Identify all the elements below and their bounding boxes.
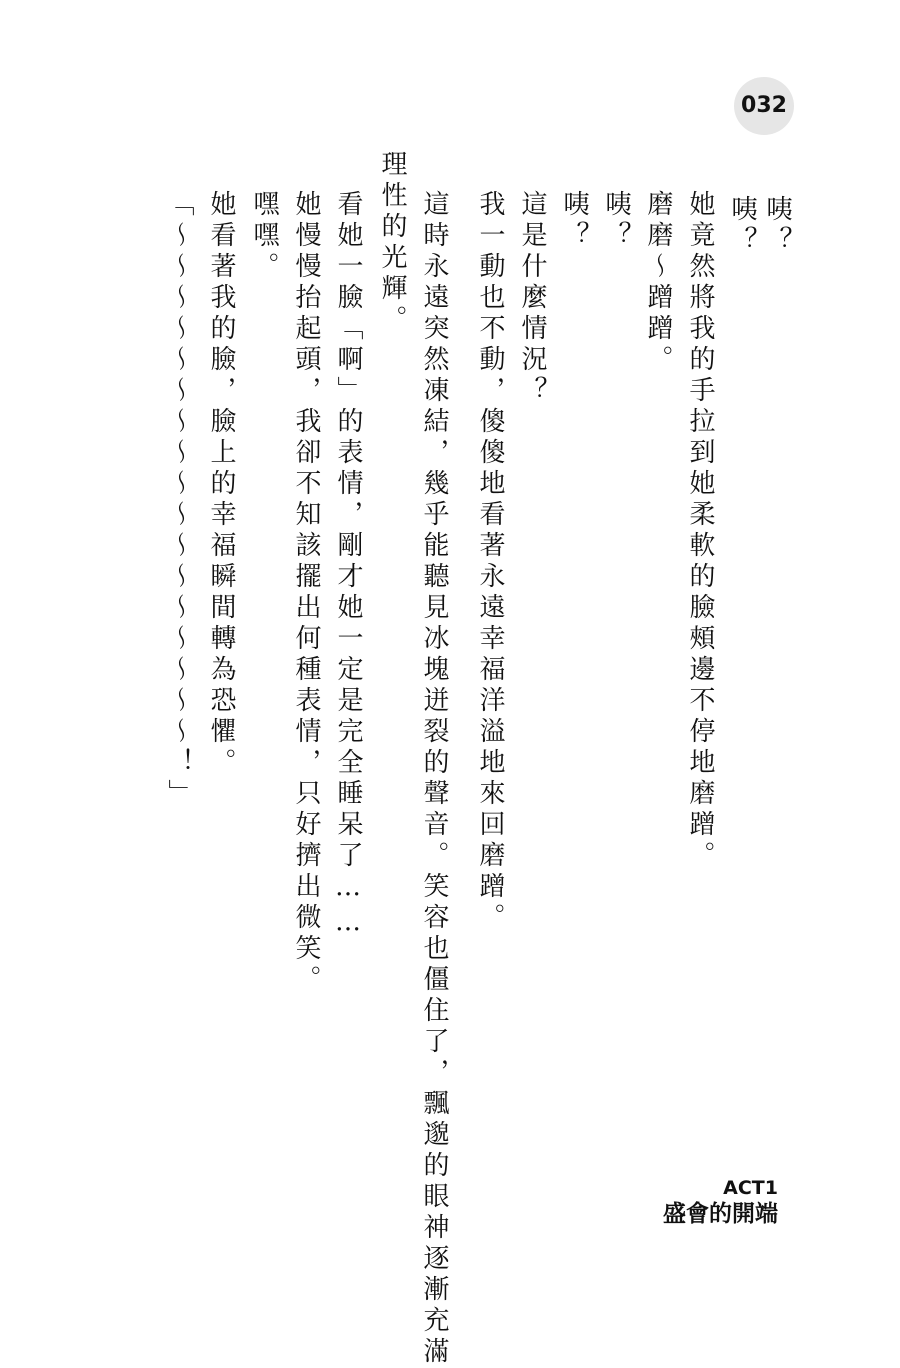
text-column-8: 我一動也不動，傻傻地看著永遠幸福洋溢地來回磨蹭。: [475, 190, 505, 934]
chapter-footer: [663, 1177, 778, 1229]
text-column-4: 磨磨～蹭蹭。: [643, 190, 673, 376]
text-column-6: 咦？: [559, 190, 589, 252]
chapter-act-label: ACT1: [723, 1177, 778, 1199]
text-column-2: 咦？: [727, 195, 757, 257]
text-column-7: 這是什麼情況？: [517, 190, 547, 407]
text-column-11: 看她一臉「啊」的表情，剛才她一定是完全睡呆了……: [333, 190, 363, 942]
text-column-5: 咦？: [601, 190, 631, 252]
text-column-13: 嘿嘿。: [249, 190, 279, 283]
chapter-title: 盛會的開端: [663, 1201, 778, 1227]
text-column-10: 理性的光輝。: [377, 150, 407, 336]
page-number: 032: [741, 93, 787, 118]
text-column-15: 「～～～～～～～～～～～～～～～～～！」: [164, 190, 194, 810]
text-column-1: 咦？: [762, 195, 792, 257]
text-column-14: 她看著我的臉，臉上的幸福瞬間轉為恐懼。: [206, 190, 236, 779]
page-number-badge: [734, 77, 794, 135]
text-column-12: 她慢慢抬起頭，我卻不知該擺出何種表情，只好擠出微笑。: [291, 190, 321, 996]
text-column-9: 這時永遠突然凍結，幾乎能聽見冰塊迸裂的聲音。笑容也僵住了，飄邈的眼神逐漸充滿: [419, 190, 449, 1368]
text-column-3: 她竟然將我的手拉到她柔軟的臉頰邊不停地磨蹭。: [685, 190, 715, 872]
